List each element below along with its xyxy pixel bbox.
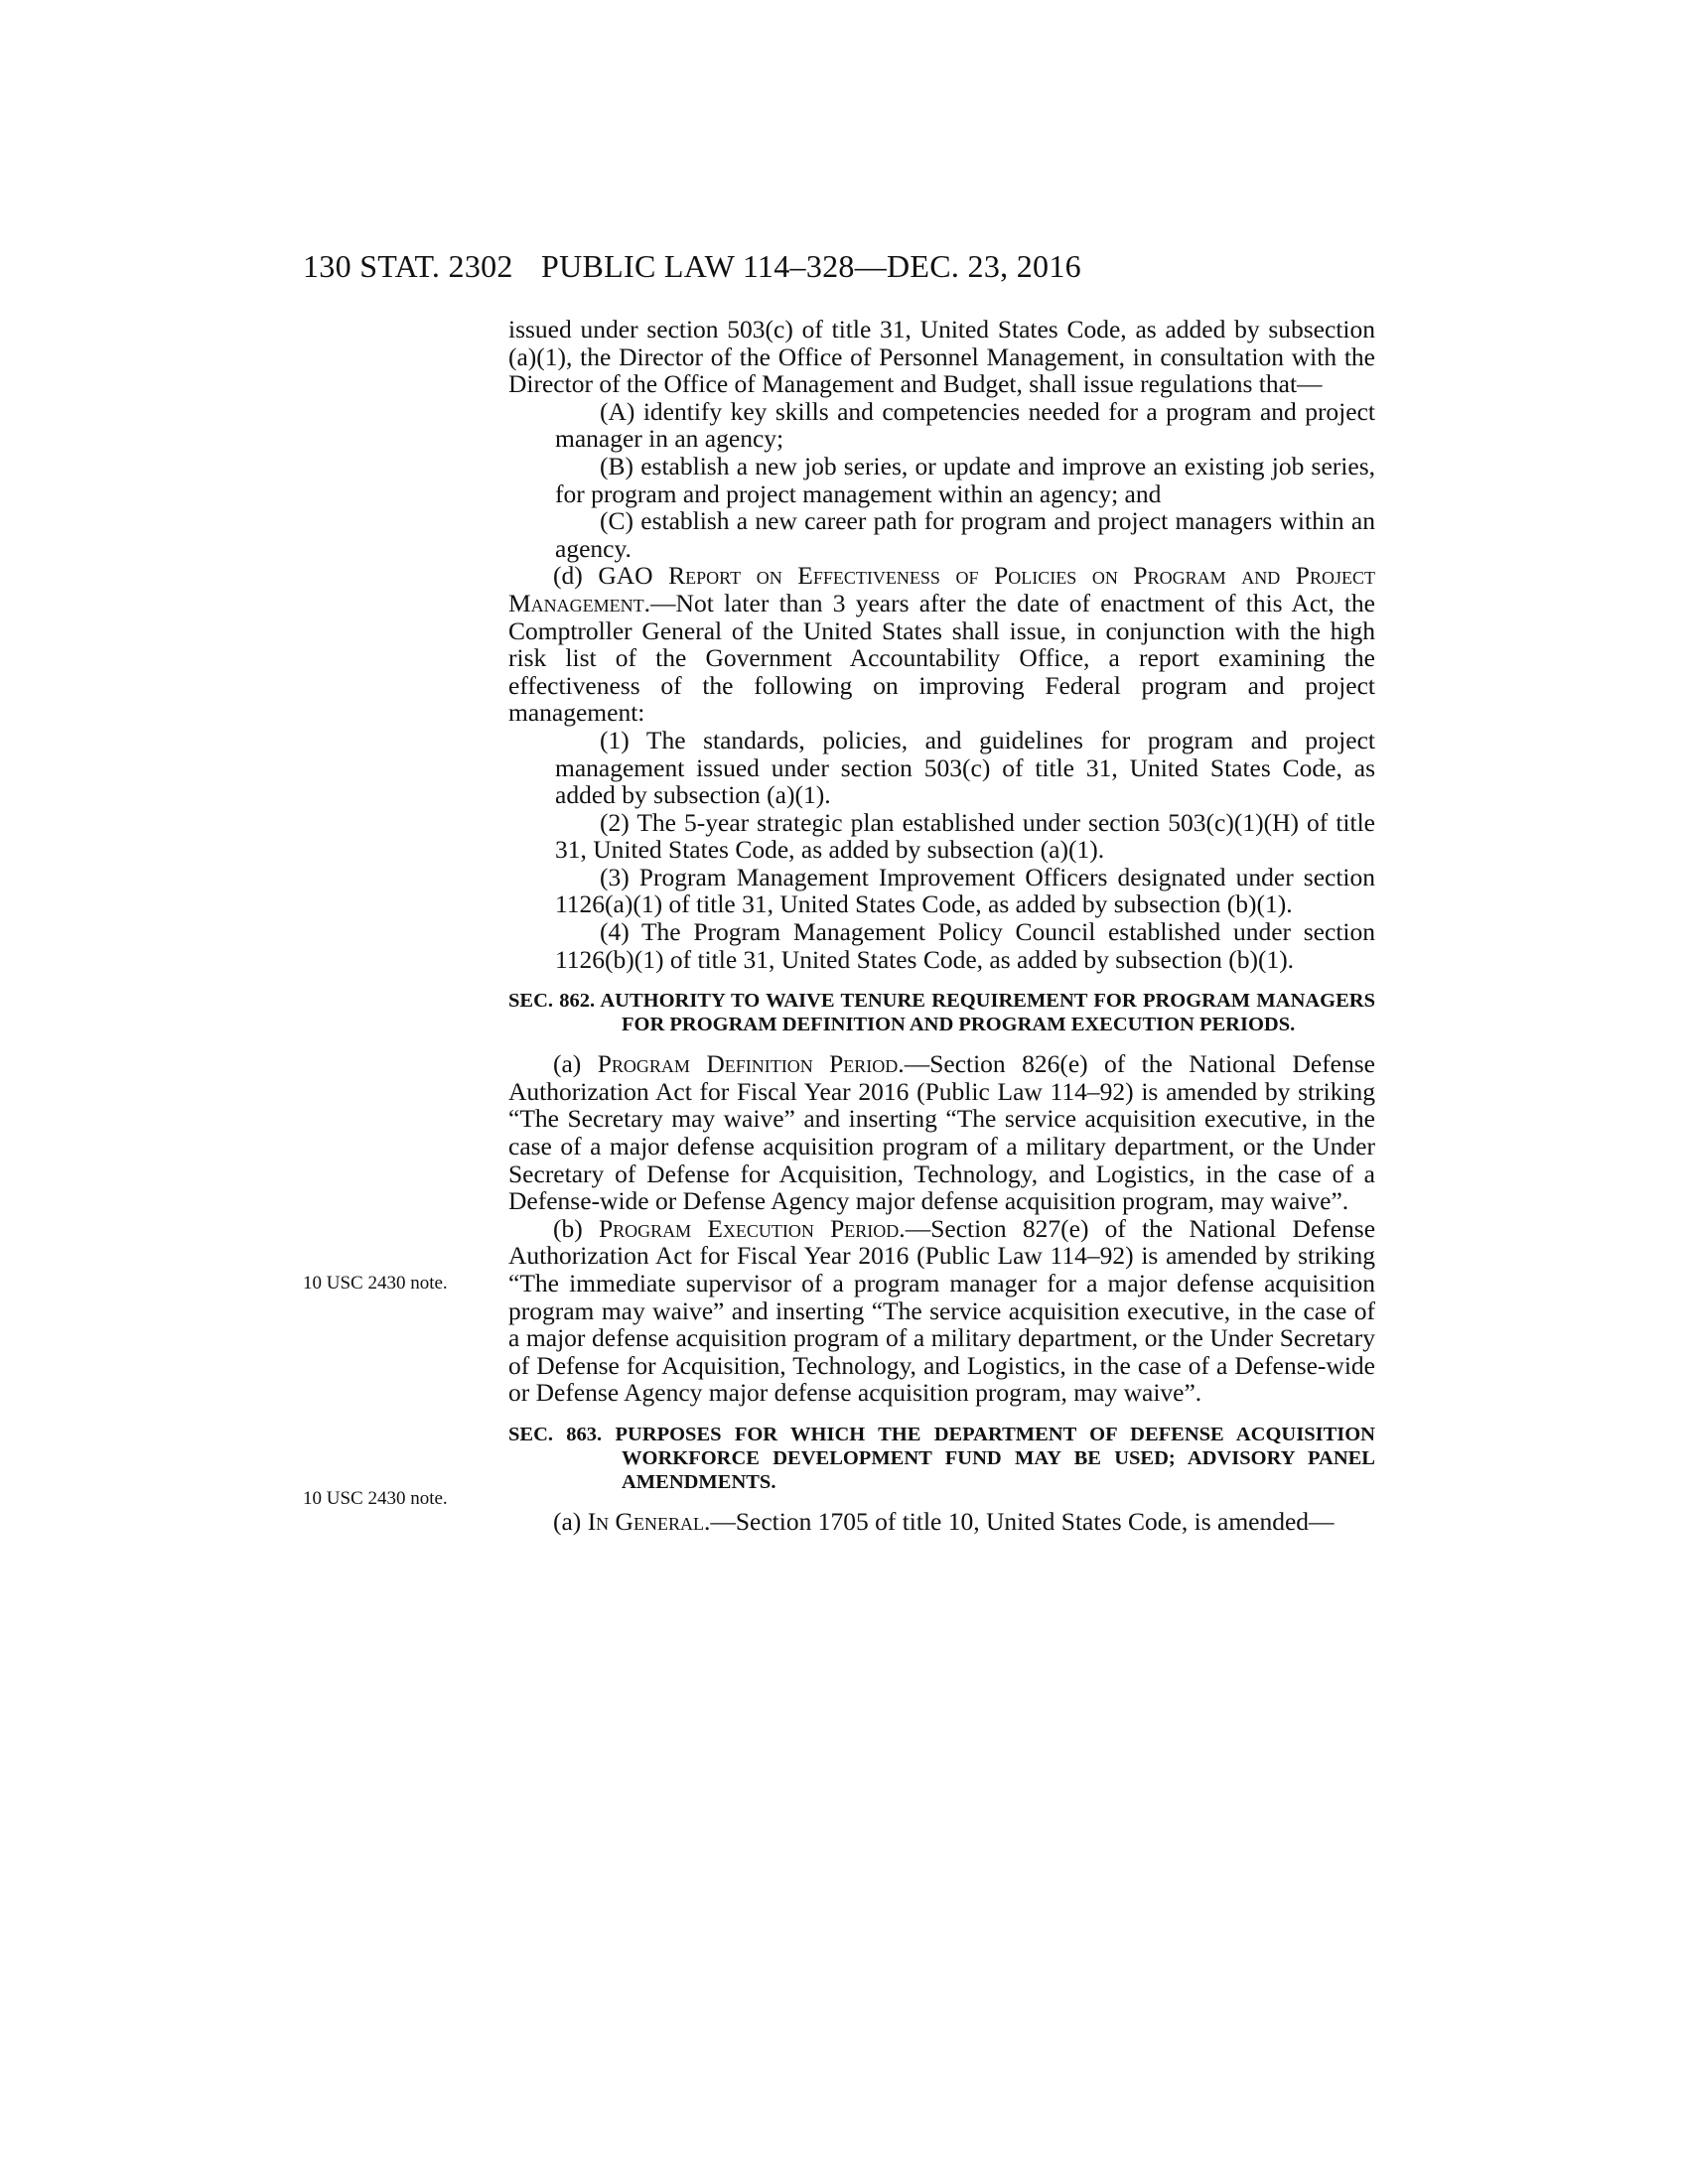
body-text-column [508,316,1375,1536]
list-item-4: (4) The Program Management Policy Council established under section 1126(b)(1) of title 31, United States Code, as added by subsection (b)(1). [555,917,1375,974]
running-header: PUBLIC LAW 114–328—DEC. 23, 2016 [541,248,1081,284]
list-item-3: (3) Program Management Improvement Officers designated under section 1126(a)(1) of title 31, United States Code, as added by subsection (b)(1). [555,862,1375,919]
subsection-d-text: —Not later than 3 years after the date of enactment of this Act, the Comptroller General of the United States shall issue, in conjunction with the high risk list of the Government Accountability Office, a report examining the effectiveness of the following on improving Federal program and project management: [508,588,1375,728]
subsection-text: —Section 826(e) of the National Defense Authorization Act for Fiscal Year 2016 (Public Law 114–92) is amended by striking “The Secretary may waive” and inserting “The service acquisition executive, in the case of a major defense acquisition program of a military department, or the Under Secretary of Defense for Acquisition, Technology, and Logistics, in the case of a Defense-wide or Defense Agency major defense acquisition program, may waive”. [508,1049,1375,1216]
subsection-d-heading: GAO Report on Effectiveness of Policies on Program and Project Management. [508,561,1375,617]
list-item-1: (1) The standards, policies, and guidelines for program and project management issued under section 503(c) of title 31, United States Code, as added by subsection (a)(1). [555,725,1375,810]
section-862-heading: SEC. 862. AUTHORITY TO WAIVE TENURE REQUIREMENT FOR PROGRAM MANAGERS FOR PROGRAM DEFINITION AND PROGRAM EXECUTION PERIODS. [508,990,1375,1036]
subsection-label: (a) [553,1506,588,1536]
subsection-heading: In General. [587,1506,711,1536]
list-item-2: (2) The 5-year strategic plan established under section 503(c)(1)(H) of title 31, United States Code, as added by subsection (a)(1). [555,807,1375,865]
intro-paragraph: issued under section 503(c) of title 31, United States Code, as added by subsection (a)(1), the Director of the Office of Personnel Management, in consultation with the Director of the Office of Management and Budget, shall issue regulations that— [508,315,1375,399]
list-item-c: (C) establish a new career path for program and project managers within an agency. [555,506,1375,563]
section-863-heading: SEC. 863. PURPOSES FOR WHICH THE DEPARTMENT OF DEFENSE ACQUISITION WORKFORCE DEVELOPMENT FUND MAY BE USED; ADVISORY PANEL AMENDMENTS. [508,1423,1375,1493]
subsection-d-label: (d) [553,561,599,591]
list-item-a: (A) identify key skills and competencies needed for a program and project manager in an agency; [555,396,1375,454]
margin-note-usc-citation: 10 USC 2430 note. [303,1273,448,1294]
subsection-label: (b) [553,1213,599,1243]
list-item-b: (B) establish a new job series, or update and improve an existing job series, for program and project management within an agency; and [555,451,1375,508]
section-863-subsection-a [508,1508,1375,1536]
subsection-label: (a) [553,1049,598,1079]
subsection-heading: Program Execution Period. [598,1213,906,1243]
subsection-d [508,562,1375,727]
subsection-text: —Section 827(e) of the National Defense Authorization Act for Fiscal Year 2016 (Public Law 114–92) is amended by striking “The immediate supervisor of a program manager for a major defense acquisition program may waive” and inserting “The service acquisition executive, in the case of a major defense acquisition program of a military department, or the Under Secretary of Defense for Acquisition, Technology, and Logistics, in the case of a Defense-wide or Defense Agency major defense acquisition program, may waive”. [508,1213,1376,1408]
statute-page-number: 130 STAT. 2302 [303,248,513,284]
margin-note-usc-citation: 10 USC 2430 note. [303,1488,448,1509]
subsection-heading: Program Definition Period. [597,1049,905,1079]
section-862-subsection-b [508,1215,1375,1407]
subsection-text: —Section 1705 of title 10, United States Code, is amended— [710,1506,1335,1536]
section-862-subsection-a [508,1050,1375,1215]
